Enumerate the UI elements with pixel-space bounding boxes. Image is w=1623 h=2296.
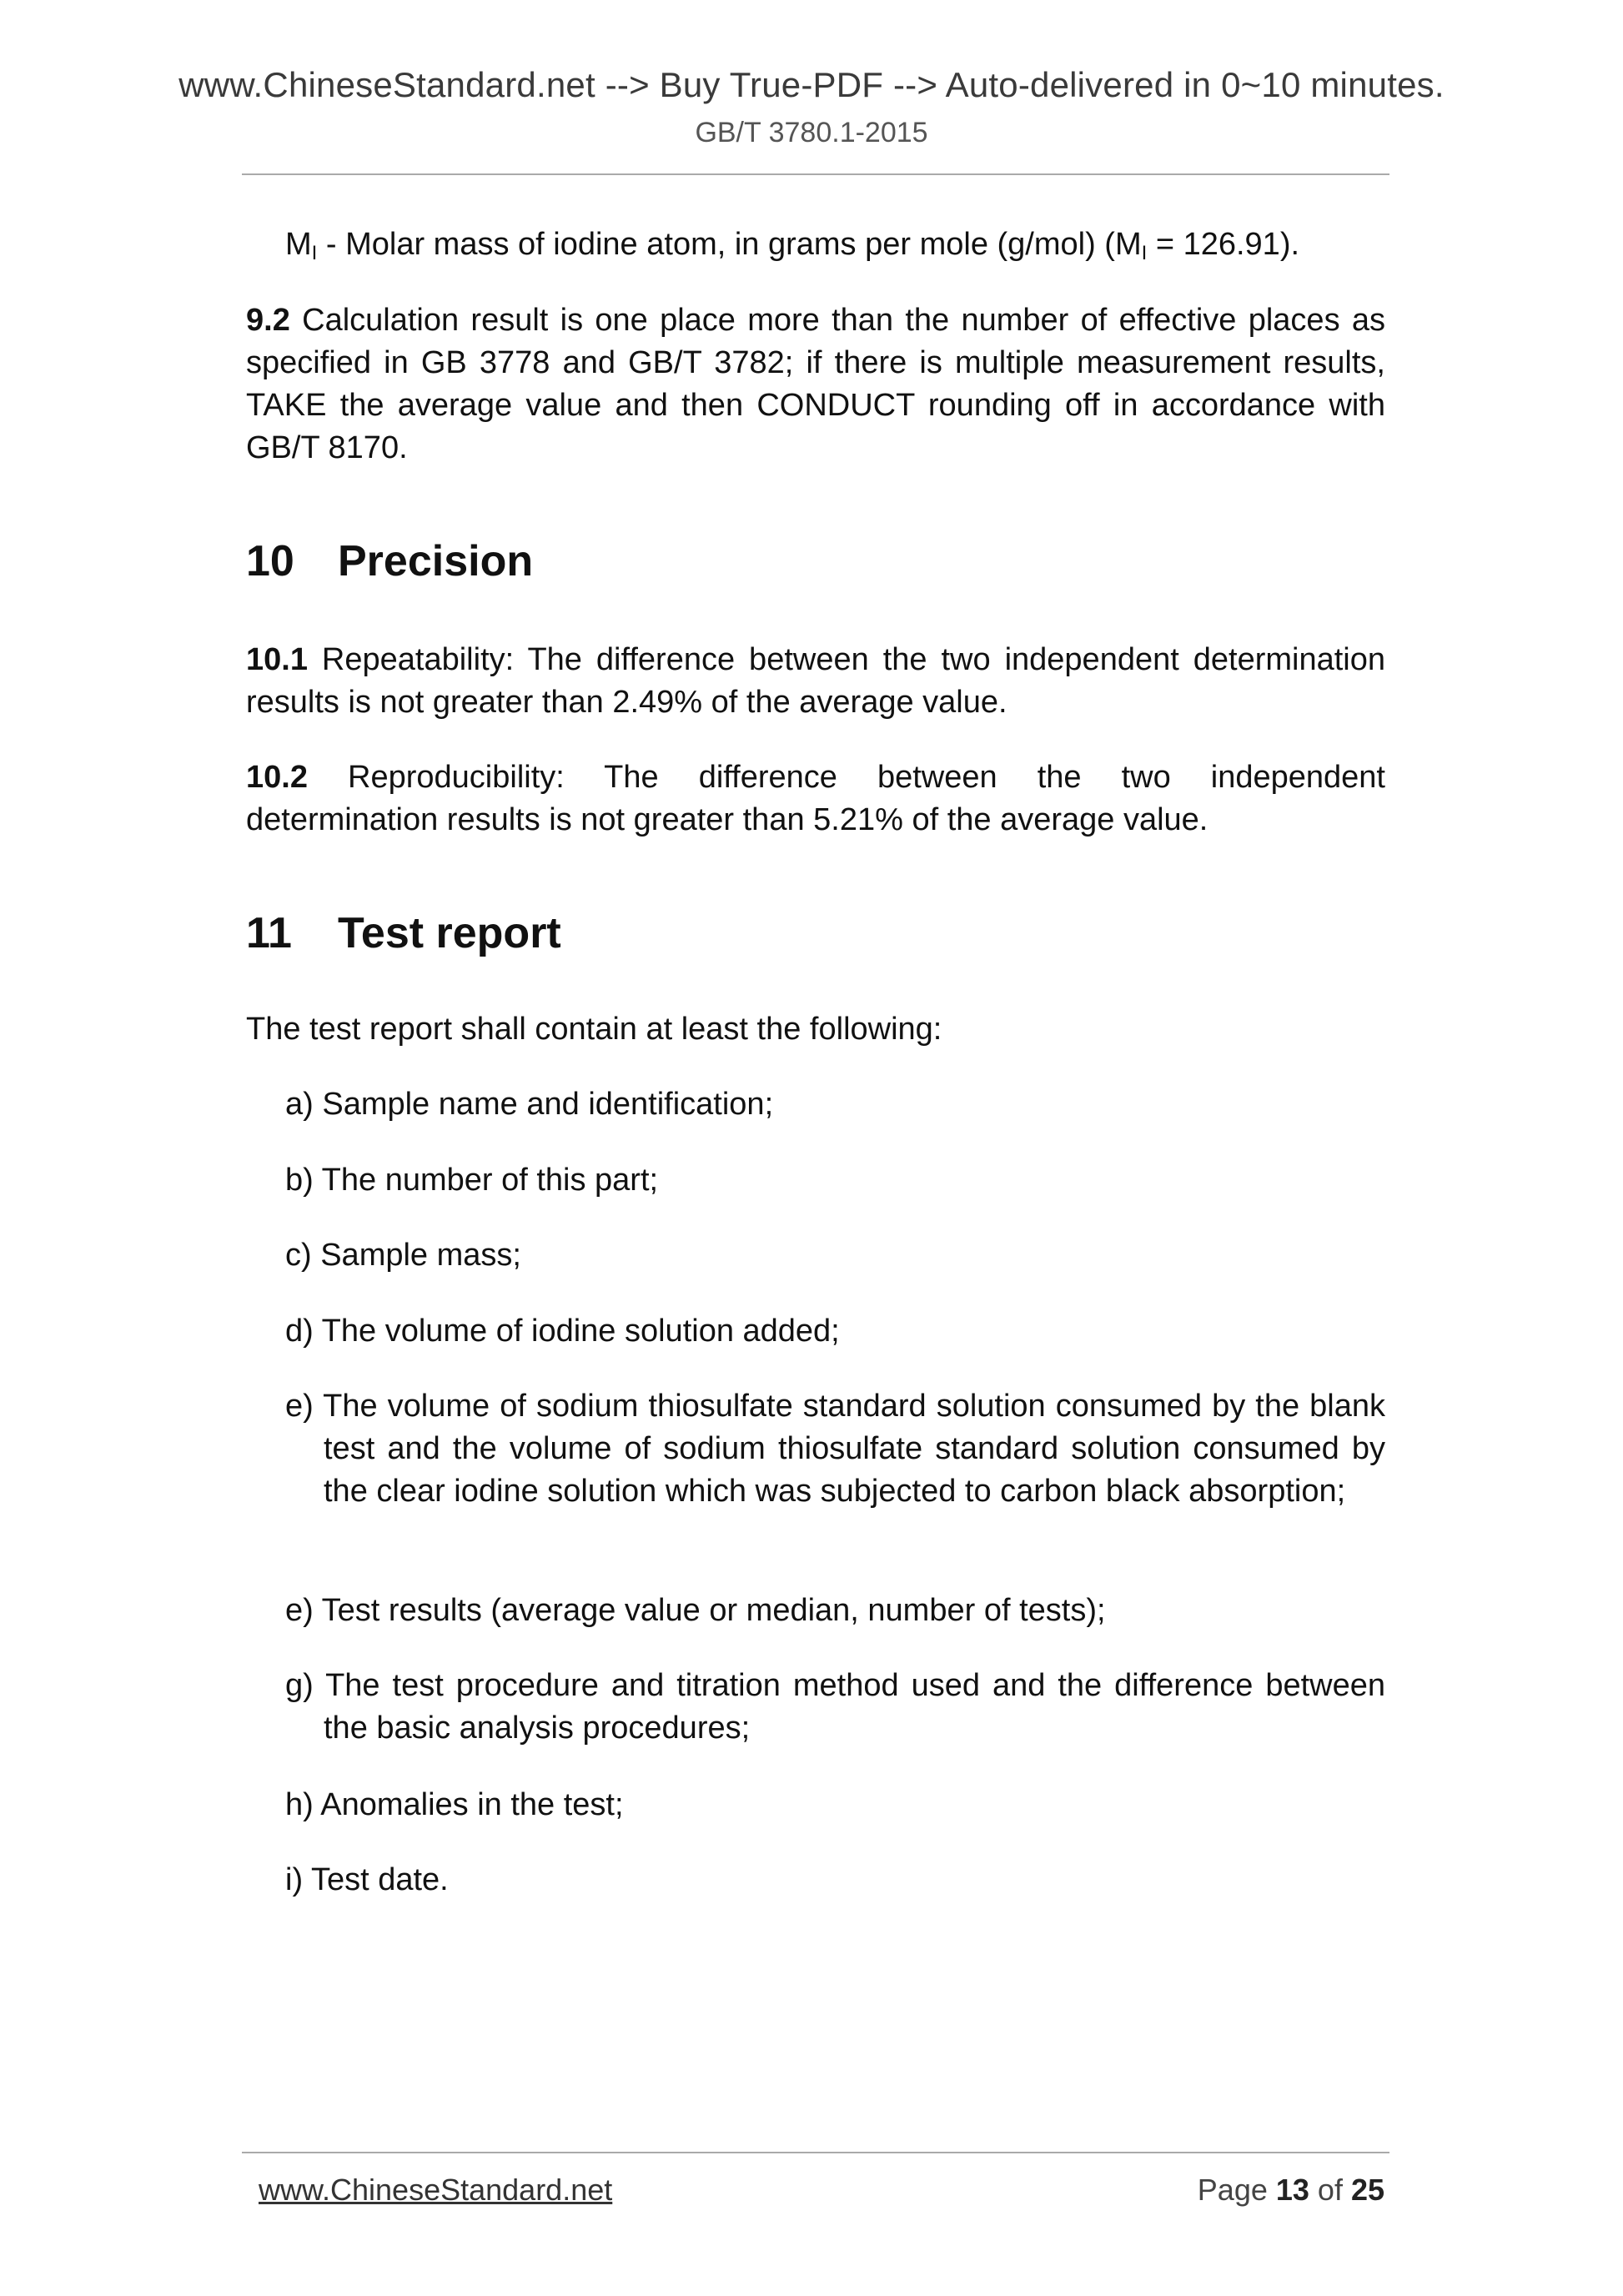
definition-value: = 126.91). [1147, 227, 1300, 262]
list-item: e) The volume of sodium thiosulfate standard solution consumed by the blank test and the volume of sodium thiosulfate standard solution consumed by the clear iodine solution which was subjected to carbon black absorption; [285, 1389, 1385, 1509]
section-heading-10 [246, 536, 533, 586]
clause-10-2 [246, 756, 1385, 799]
clause-number: 9.2 [246, 303, 290, 338]
header-banner: www.ChineseStandard.net --> Buy True-PDF --> Auto-delivered in 0~10 minutes. [178, 65, 1445, 104]
section-heading-11 [246, 908, 561, 958]
page-number [1198, 2173, 1384, 2208]
page-current: 13 [1275, 2173, 1309, 2207]
list-item: d) The volume of iodine solution added; [285, 1314, 840, 1349]
clause-10-2-continued [246, 799, 1385, 842]
page-total: 25 [1350, 2173, 1384, 2207]
clause-10-1 [246, 639, 1385, 724]
clause-text-line-1: Reproducibility: The difference between the two independent [307, 760, 1385, 795]
intro-text: The test report shall contain at least the following: [246, 1012, 942, 1047]
clause-text: Repeatability: The difference between the two independent determination results is not greater than 2.49% of the average value. [246, 642, 1385, 720]
list-item: c) Sample mass; [285, 1238, 521, 1273]
subscript-i: I [311, 242, 318, 264]
list-item: g) The test procedure and titration method used and the difference between the basic analysis procedures; [285, 1668, 1385, 1746]
report-intro [246, 1008, 1385, 1051]
list-item: i) Test date. [285, 1862, 449, 1897]
clause-9-2 [246, 299, 1385, 470]
page-label: Page [1197, 2173, 1276, 2207]
list-item: e) Test results (average value or median, number of tests); [285, 1593, 1106, 1628]
list-item: b) The number of this part; [285, 1163, 659, 1198]
footer-site-link[interactable]: www.ChineseStandard.net [259, 2173, 613, 2207]
clause-number: 10.2 [246, 760, 308, 795]
footer-rule [242, 2152, 1389, 2153]
standard-number: GB/T 3780.1-2015 [695, 117, 928, 148]
symbol-m: M [285, 227, 312, 262]
section-title: Precision [338, 537, 534, 585]
clause-number: 10.1 [246, 642, 308, 677]
section-title: Test report [338, 909, 561, 957]
list-item: h) Anomalies in the test; [285, 1787, 624, 1822]
clause-text: Calculation result is one place more than the number of effective places as specified in GB 3778 and GB/T 3782; if there is multiple measurement results, TAKE the average value and then CONDUCT rounding off in accordance with GB/T 8170. [246, 303, 1385, 465]
section-number: 11 [246, 909, 292, 957]
header-rule [242, 173, 1389, 175]
definition-text: - Molar mass of iodine atom, in grams per mole (g/mol) (M [317, 227, 1142, 262]
subscript-i-2: I [1141, 242, 1148, 264]
list-item: a) Sample name and identification; [285, 1087, 774, 1122]
clause-text-line-2: determination results is not greater than 5.21% of the average value. [246, 802, 1208, 837]
molar-mass-definition [285, 224, 1385, 274]
page-of: of [1309, 2173, 1351, 2207]
section-number: 10 [246, 537, 294, 585]
